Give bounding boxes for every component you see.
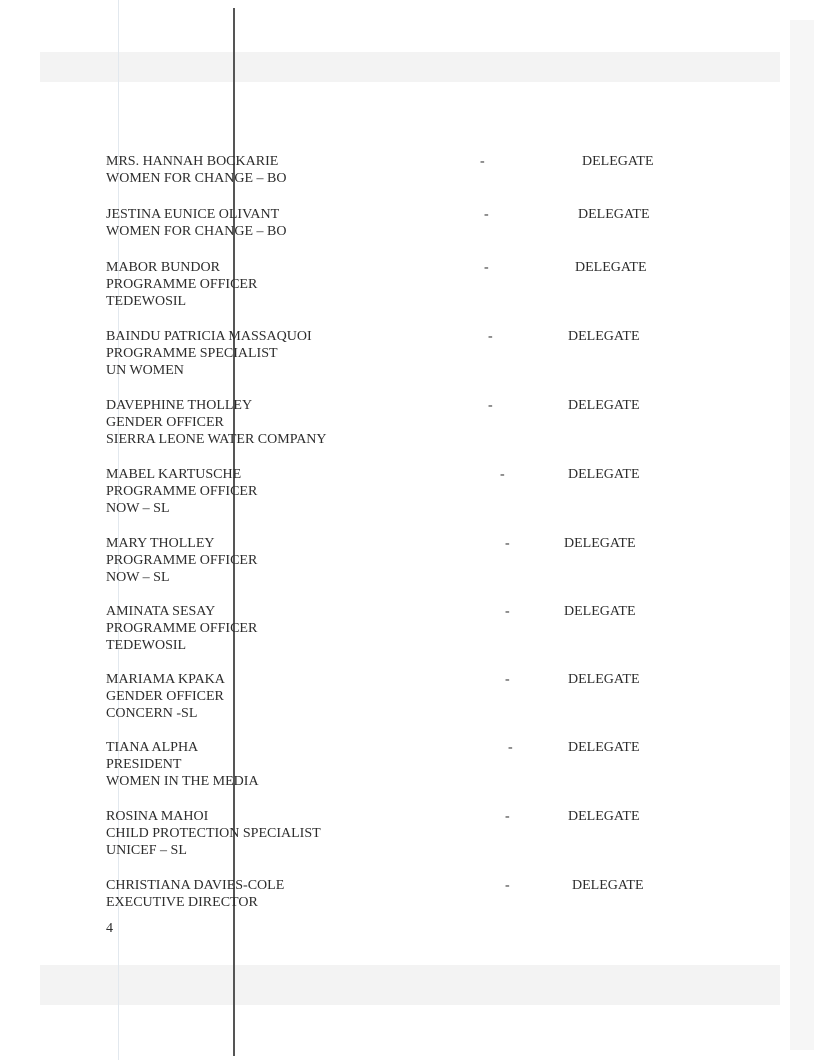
delegate-detail: TEDEWOSIL — [106, 638, 187, 653]
delegate-entry — [106, 466, 257, 517]
dash-separator: - — [505, 536, 510, 551]
delegate-detail: CONCERN -SL — [106, 706, 198, 721]
delegate-entry — [106, 603, 257, 654]
delegate-detail: WOMEN IN THE MEDIA — [106, 774, 259, 789]
delegate-entry — [106, 259, 257, 310]
delegate-entry — [106, 397, 327, 448]
dash-separator: - — [505, 878, 510, 893]
delegate-entry — [106, 328, 312, 379]
delegate-role: DELEGATE — [564, 536, 636, 551]
delegate-entry — [106, 739, 259, 790]
dash-separator: - — [488, 329, 493, 344]
delegate-role: DELEGATE — [575, 260, 647, 275]
delegate-entry — [106, 671, 225, 722]
dash-separator: - — [484, 260, 489, 275]
delegate-detail: WOMEN FOR CHANGE – BO — [106, 224, 287, 239]
delegate-role: DELEGATE — [572, 878, 644, 893]
scan-band-right — [790, 20, 814, 1050]
delegate-role: DELEGATE — [568, 398, 640, 413]
delegate-role: DELEGATE — [568, 740, 640, 755]
dash-separator: - — [505, 672, 510, 687]
page-number: 4 — [106, 921, 113, 936]
delegate-detail: GENDER OFFICER — [106, 415, 224, 430]
dash-separator: - — [480, 154, 485, 169]
delegate-detail: UN WOMEN — [106, 363, 184, 378]
delegate-role: DELEGATE — [568, 467, 640, 482]
delegate-detail: PROGRAMME OFFICER — [106, 553, 258, 568]
delegate-detail: PRESIDENT — [106, 757, 182, 772]
delegate-detail: PROGRAMME SPECIALIST — [106, 346, 278, 361]
dash-separator: - — [488, 398, 493, 413]
delegate-detail: UNICEF – SL — [106, 843, 187, 858]
delegate-name: TIANA ALPHA — [106, 740, 199, 755]
delegate-name: BAINDU PATRICIA MASSAQUOI — [106, 329, 312, 344]
delegate-name: JESTINA EUNICE OLIVANT — [106, 207, 280, 222]
scan-band-bottom — [40, 965, 780, 1005]
delegate-entry — [106, 535, 257, 586]
delegate-detail: GENDER OFFICER — [106, 689, 224, 704]
delegate-detail: NOW – SL — [106, 501, 170, 516]
dash-separator: - — [484, 207, 489, 222]
delegate-detail: EXECUTIVE DIRECTOR — [106, 895, 258, 910]
delegate-entry — [106, 877, 284, 911]
delegate-detail: SIERRA LEONE WATER COMPANY — [106, 432, 327, 447]
dash-separator: - — [505, 604, 510, 619]
delegate-name: AMINATA SESAY — [106, 604, 216, 619]
dash-separator: - — [508, 740, 513, 755]
delegate-role: DELEGATE — [568, 672, 640, 687]
delegate-detail: PROGRAMME OFFICER — [106, 621, 258, 636]
dash-separator: - — [505, 809, 510, 824]
delegate-name: MARIAMA KPAKA — [106, 672, 225, 687]
delegate-detail: PROGRAMME OFFICER — [106, 277, 258, 292]
delegate-entry — [106, 153, 286, 187]
delegate-role: DELEGATE — [582, 154, 654, 169]
delegate-detail: NOW – SL — [106, 570, 170, 585]
delegate-name: ROSINA MAHOI — [106, 809, 209, 824]
delegate-detail: PROGRAMME OFFICER — [106, 484, 258, 499]
delegate-name: MARY THOLLEY — [106, 536, 215, 551]
delegate-entry — [106, 206, 286, 240]
delegate-role: DELEGATE — [564, 604, 636, 619]
scan-band-top — [40, 52, 780, 82]
delegate-detail: TEDEWOSIL — [106, 294, 187, 309]
delegate-name: MABOR BUNDOR — [106, 260, 220, 275]
delegate-name: MABEL KARTUSCHE — [106, 467, 242, 482]
delegate-role: DELEGATE — [568, 809, 640, 824]
delegate-name: CHRISTIANA DAVIES-COLE — [106, 878, 285, 893]
delegate-role: DELEGATE — [578, 207, 650, 222]
delegate-role: DELEGATE — [568, 329, 640, 344]
delegate-detail: WOMEN FOR CHANGE – BO — [106, 171, 287, 186]
delegate-entry — [106, 808, 321, 859]
delegate-name: DAVEPHINE THOLLEY — [106, 398, 253, 413]
delegate-detail: CHILD PROTECTION SPECIALIST — [106, 826, 321, 841]
dash-separator: - — [500, 467, 505, 482]
delegate-name: MRS. HANNAH BOCKARIE — [106, 154, 279, 169]
